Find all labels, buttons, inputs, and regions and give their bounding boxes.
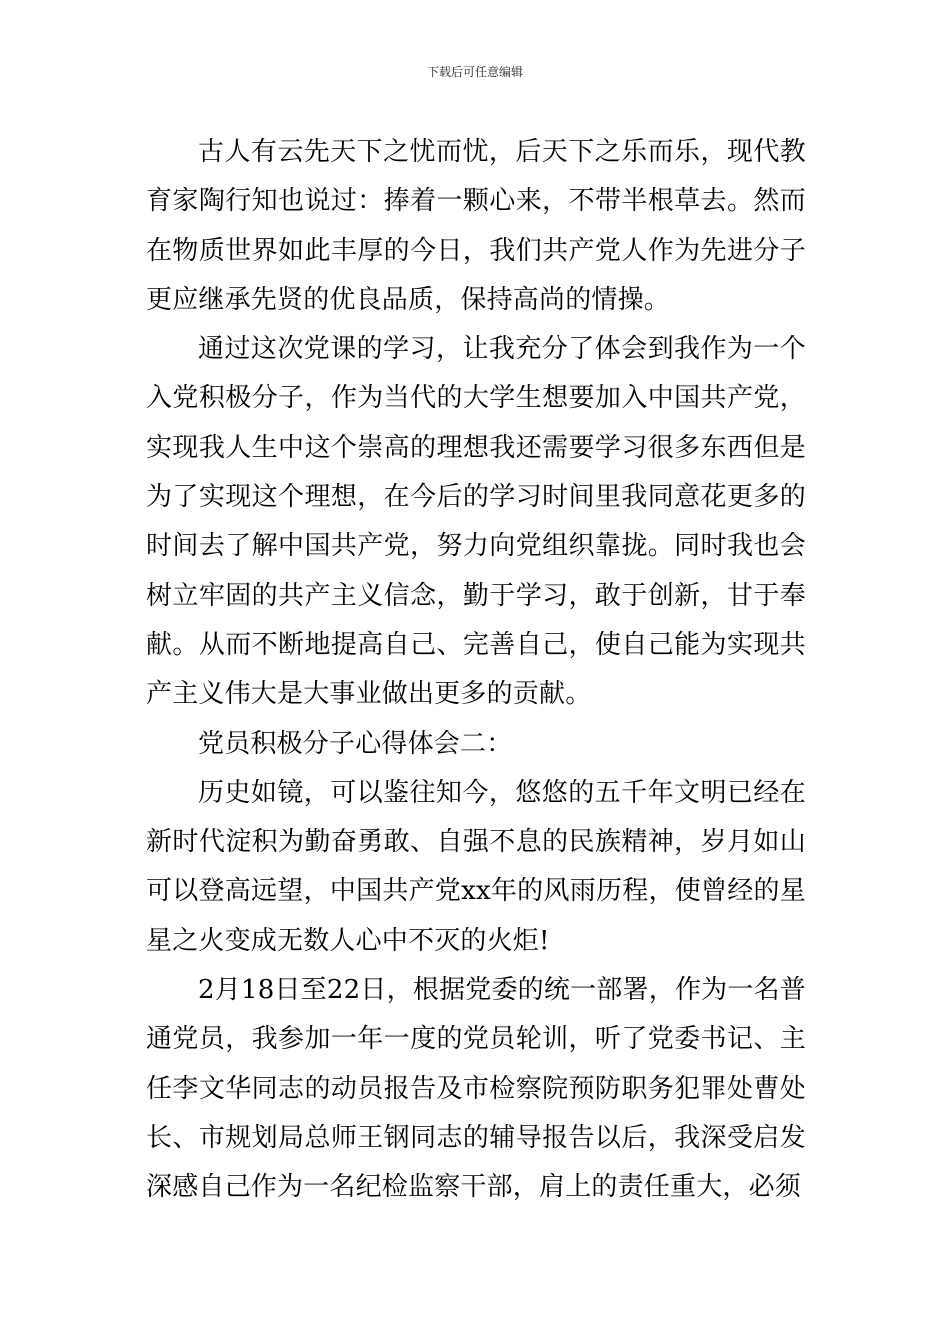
section-heading: 党员积极分子心得体会二： — [198, 728, 513, 759]
page-header-note: 下载后可任意编辑 — [426, 65, 523, 79]
paragraph-4: 2月18日至22日，根据党委的统一部署，作为一名普通党员，我参加一年一度的党员轮训，听了党委书记、主任李文华同志的动员报告及市检察院预防职务犯罪处曹处长、市规划局总师王钢同志的辅导报告以后，我深受启发深感自己作为一名纪检监察干部，肩上的责任重大，必须 — [146, 975, 806, 1203]
document-body — [146, 128, 806, 1213]
paragraph-1: 古人有云先天下之忧而忧，后天下之乐而乐，现代教育家陶行知也说过：捧着一颗心来，不带半根草去。然而在物质世界如此丰厚的今日，我们共产党人作为先进分子更应继承先贤的优良品质，保持高尚的情操。 — [146, 137, 806, 315]
paragraph-3: 历史如镜，可以鉴往知今，悠悠的五千年文明已经在新时代淀积为勤奋勇敢、自强不息的民族精神，岁月如山可以登高远望，中国共产党xx年的风雨历程，使曾经的星星之火变成无数人心中不灭的火炬! — [146, 777, 806, 956]
paragraph-2: 通过这次党课的学习，让我充分了体会到我作为一个入党积极分子，作为当代的大学生想要加入中国共产党，实现我人生中这个崇高的理想我还需要学习很多东西但是为了实现这个理想，在今后的学习时间里我同意花更多的时间去了解中国共产党，努力向党组织靠拢。同时我也会树立牢固的共产主义信念，勤于学习，敢于创新，甘于奉献。从而不断地提高自己、完善自己，使自己能为实现共产主义伟大是大事业做出更多的贡献。 — [146, 334, 806, 710]
